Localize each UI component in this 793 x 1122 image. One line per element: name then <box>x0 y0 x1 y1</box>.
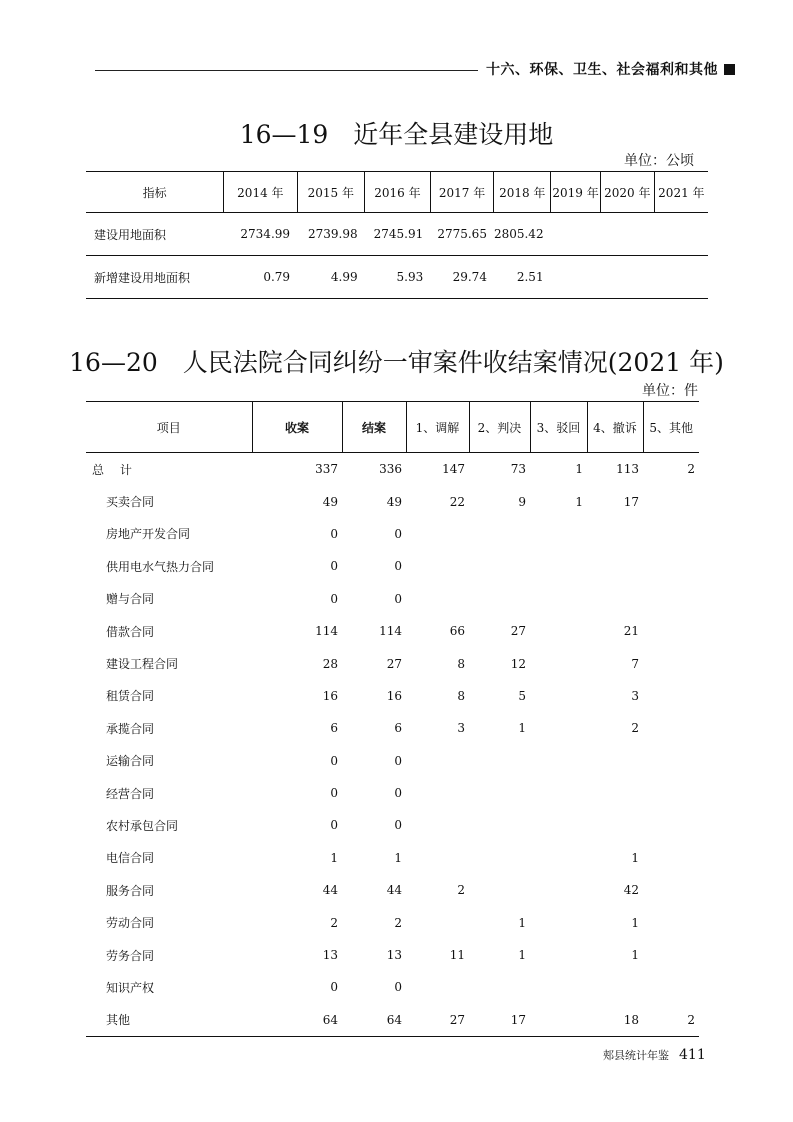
row-label: 新增建设用地面积 <box>86 256 224 299</box>
table1-title: 16—19 近年全县建设用地 <box>239 120 554 149</box>
column-header: 5、其他 <box>643 402 699 453</box>
column-header: 2020 年 <box>600 172 654 213</box>
table-row <box>86 615 699 647</box>
table-header-row <box>86 172 708 213</box>
table-cell <box>643 485 699 517</box>
table-cell: 1 <box>631 915 639 930</box>
table-cell: 3 <box>457 721 465 736</box>
table-cell: 16 <box>322 688 338 703</box>
table-cell <box>406 906 469 938</box>
table-cell: 8 <box>457 688 465 703</box>
table-row <box>86 1004 699 1037</box>
row-label: 租赁合同 <box>106 689 155 704</box>
table-cell: 1 <box>631 850 639 865</box>
table-cell: 0 <box>394 980 402 995</box>
row-label: 承揽合同 <box>106 721 155 736</box>
table-cell <box>406 583 469 615</box>
table-cell <box>469 583 530 615</box>
column-header: 1、调解 <box>406 402 469 453</box>
table-cell: 337 <box>315 462 338 477</box>
table-row <box>86 906 699 938</box>
table-cell <box>643 971 699 1003</box>
table-cell <box>406 777 469 809</box>
table-cell <box>643 647 699 679</box>
row-label: 借款合同 <box>106 624 155 639</box>
table-cell <box>643 777 699 809</box>
table-cell: 42 <box>623 883 639 898</box>
table-cell: 3 <box>631 688 639 703</box>
row-label: 劳务合同 <box>106 948 155 963</box>
table-cell: 18 <box>623 1012 639 1027</box>
contract-cases-table <box>86 401 699 1037</box>
table-cell: 2775.65 <box>437 227 487 241</box>
book-title: 郏县统计年鉴 <box>603 1049 669 1062</box>
column-header: 2、判决 <box>469 402 530 453</box>
table-cell <box>530 971 587 1003</box>
table-cell: 2 <box>394 915 402 930</box>
table-cell <box>643 874 699 906</box>
table-cell <box>530 518 587 550</box>
table-cell <box>469 777 530 809</box>
table-row <box>86 809 699 841</box>
table-row <box>86 874 699 906</box>
table-cell: 13 <box>322 948 338 963</box>
table-cell <box>551 256 601 299</box>
table-cell <box>643 745 699 777</box>
table-cell: 0 <box>394 786 402 801</box>
column-header: 2021 年 <box>654 172 708 213</box>
table-cell: 2 <box>330 915 338 930</box>
row-label: 电信合同 <box>106 851 155 866</box>
table-cell <box>530 777 587 809</box>
table-cell: 6 <box>394 721 402 736</box>
table-cell <box>406 842 469 874</box>
table-cell: 0 <box>330 980 338 995</box>
table-row <box>86 550 699 582</box>
table-cell: 17 <box>510 1012 526 1027</box>
table-cell <box>587 777 643 809</box>
table-cell: 0 <box>330 818 338 833</box>
table-cell: 16 <box>386 688 402 703</box>
page-number: 411 <box>679 1047 706 1063</box>
column-header: 2019 年 <box>551 172 601 213</box>
table-cell <box>406 550 469 582</box>
table-cell <box>643 712 699 744</box>
table-cell: 0 <box>330 753 338 768</box>
table-cell: 1 <box>330 850 338 865</box>
table-cell: 8 <box>457 656 465 671</box>
table-cell: 73 <box>510 462 526 477</box>
table-cell: 27 <box>449 1012 465 1027</box>
black-square-icon <box>724 64 735 75</box>
table-cell: 64 <box>386 1012 402 1027</box>
row-label: 知识产权 <box>106 980 155 995</box>
column-header: 结案 <box>342 402 406 453</box>
table-cell <box>587 583 643 615</box>
table-cell <box>654 213 708 256</box>
table-cell <box>530 1004 587 1037</box>
table-cell <box>469 874 530 906</box>
table-cell <box>530 939 587 971</box>
table-cell: 28 <box>322 656 338 671</box>
table-cell <box>643 550 699 582</box>
table-cell <box>530 615 587 647</box>
table-cell: 49 <box>322 494 338 509</box>
table-cell: 27 <box>386 656 402 671</box>
table-cell: 114 <box>315 624 338 639</box>
table-cell <box>406 518 469 550</box>
column-header: 收案 <box>252 402 342 453</box>
table-row <box>86 213 708 256</box>
table-cell: 2 <box>687 1012 695 1027</box>
table-cell <box>587 971 643 1003</box>
table-cell <box>643 583 699 615</box>
table-cell: 1 <box>518 721 526 736</box>
table-cell <box>469 842 530 874</box>
table-cell <box>654 256 708 299</box>
column-header: 2014 年 <box>224 172 297 213</box>
table-cell: 5 <box>518 688 526 703</box>
column-header: 2017 年 <box>430 172 494 213</box>
table-cell <box>643 842 699 874</box>
table-cell <box>469 971 530 1003</box>
column-header: 指标 <box>86 172 224 213</box>
table-cell <box>406 971 469 1003</box>
row-label: 总 计 <box>92 462 138 477</box>
table-cell: 0 <box>330 559 338 574</box>
table-cell: 1 <box>631 948 639 963</box>
table-cell: 1 <box>575 462 583 477</box>
table-cell: 29.74 <box>430 256 494 299</box>
table-cell: 0 <box>330 786 338 801</box>
table-cell <box>587 745 643 777</box>
header-rule <box>95 70 478 71</box>
table-cell <box>530 745 587 777</box>
table-cell <box>530 712 587 744</box>
table-cell: 1 <box>518 948 526 963</box>
table-cell <box>530 550 587 582</box>
table-row <box>86 745 699 777</box>
row-label: 运输合同 <box>106 754 155 769</box>
table-cell: 0 <box>394 559 402 574</box>
column-header: 3、驳回 <box>530 402 587 453</box>
table-cell: 17 <box>623 494 639 509</box>
table-cell <box>551 213 601 256</box>
table-header-row <box>86 402 699 453</box>
table-cell: 2 <box>687 462 695 477</box>
row-label: 房地产开发合同 <box>106 527 191 542</box>
table-row <box>86 453 699 486</box>
table-cell: 113 <box>616 462 639 477</box>
table-row <box>86 939 699 971</box>
table-cell <box>469 809 530 841</box>
table-cell <box>643 680 699 712</box>
table-cell: 147 <box>442 462 465 477</box>
table-row <box>86 680 699 712</box>
column-header: 4、撤诉 <box>587 402 643 453</box>
table-row <box>86 712 699 744</box>
row-label: 服务合同 <box>106 883 155 898</box>
table-cell: 0 <box>394 591 402 606</box>
table-cell: 27 <box>510 624 526 639</box>
column-header: 项目 <box>86 402 252 453</box>
table-cell: 64 <box>322 1012 338 1027</box>
table-cell: 0 <box>394 526 402 541</box>
table2-title: 16—20 人民法院合同纠纷一审案件收结案情况(2021 年) <box>69 348 724 377</box>
table-cell: 2 <box>631 721 639 736</box>
row-label: 建设工程合同 <box>106 657 179 672</box>
land-use-table <box>86 171 708 299</box>
table-cell <box>530 906 587 938</box>
table-cell: 2745.91 <box>373 227 424 241</box>
row-label: 买卖合同 <box>106 495 155 510</box>
table-cell <box>469 550 530 582</box>
table-cell: 0 <box>394 818 402 833</box>
table-cell <box>600 256 654 299</box>
table-cell: 1 <box>394 850 402 865</box>
row-label: 供用电水气热力合同 <box>106 559 215 574</box>
table-cell: 21 <box>623 624 639 639</box>
table-cell: 11 <box>449 948 465 963</box>
table-cell <box>643 615 699 647</box>
table-cell: 1 <box>575 494 583 509</box>
table-cell: 9 <box>518 494 526 509</box>
table-cell: 2734.99 <box>240 227 291 241</box>
table-cell: 114 <box>379 624 402 639</box>
table-cell: 66 <box>449 624 465 639</box>
column-header: 2016 年 <box>365 172 431 213</box>
table-cell: 1 <box>518 915 526 930</box>
table-cell <box>600 213 654 256</box>
table-row <box>86 777 699 809</box>
table-cell: 4.99 <box>297 256 365 299</box>
table-row <box>86 256 708 299</box>
table-cell <box>469 745 530 777</box>
column-header: 2015 年 <box>297 172 365 213</box>
table-cell <box>587 518 643 550</box>
table-cell <box>643 906 699 938</box>
table-cell <box>587 550 643 582</box>
table-cell: 336 <box>379 462 402 477</box>
table-cell <box>643 518 699 550</box>
table-cell <box>530 842 587 874</box>
table-row <box>86 485 699 517</box>
table-cell: 2805.42 <box>493 227 544 241</box>
table-cell <box>469 518 530 550</box>
table-cell: 0 <box>394 753 402 768</box>
row-label: 劳动合同 <box>106 916 155 931</box>
table-row <box>86 842 699 874</box>
table-cell: 2.51 <box>494 256 551 299</box>
table-cell: 49 <box>386 494 402 509</box>
section-header <box>486 59 735 79</box>
table-cell <box>406 809 469 841</box>
row-label: 经营合同 <box>106 786 155 801</box>
table-cell: 44 <box>386 883 402 898</box>
table-cell: 2739.98 <box>307 227 358 241</box>
table1-unit: 单位：公顷 <box>624 153 694 169</box>
table-cell <box>587 809 643 841</box>
table-cell: 13 <box>386 948 402 963</box>
table2-unit: 单位：件 <box>642 383 698 399</box>
table-cell: 7 <box>631 656 639 671</box>
table-cell: 6 <box>330 721 338 736</box>
section-title: 十六、环保、卫生、社会福利和其他 <box>486 62 718 78</box>
table-cell <box>530 647 587 679</box>
row-label: 农村承包合同 <box>106 818 179 833</box>
table-cell <box>530 680 587 712</box>
table-cell <box>406 745 469 777</box>
table-row <box>86 971 699 1003</box>
table-cell <box>530 809 587 841</box>
table-row <box>86 647 699 679</box>
table-cell: 5.93 <box>365 256 431 299</box>
table-cell <box>643 809 699 841</box>
column-header: 2018 年 <box>494 172 551 213</box>
table-cell: 0 <box>330 526 338 541</box>
table-cell <box>530 874 587 906</box>
row-label: 其他 <box>106 1013 131 1028</box>
table-row <box>86 518 699 550</box>
table-cell: 12 <box>510 656 526 671</box>
row-label: 赠与合同 <box>106 592 155 607</box>
table-row <box>86 583 699 615</box>
table-cell: 22 <box>449 494 465 509</box>
table-cell <box>530 583 587 615</box>
table-cell: 0.79 <box>224 256 297 299</box>
table-cell <box>643 939 699 971</box>
table-cell: 0 <box>330 591 338 606</box>
row-label: 建设用地面积 <box>94 227 167 242</box>
table-cell: 2 <box>457 883 465 898</box>
table-cell: 44 <box>322 883 338 898</box>
page-footer <box>603 1047 706 1063</box>
